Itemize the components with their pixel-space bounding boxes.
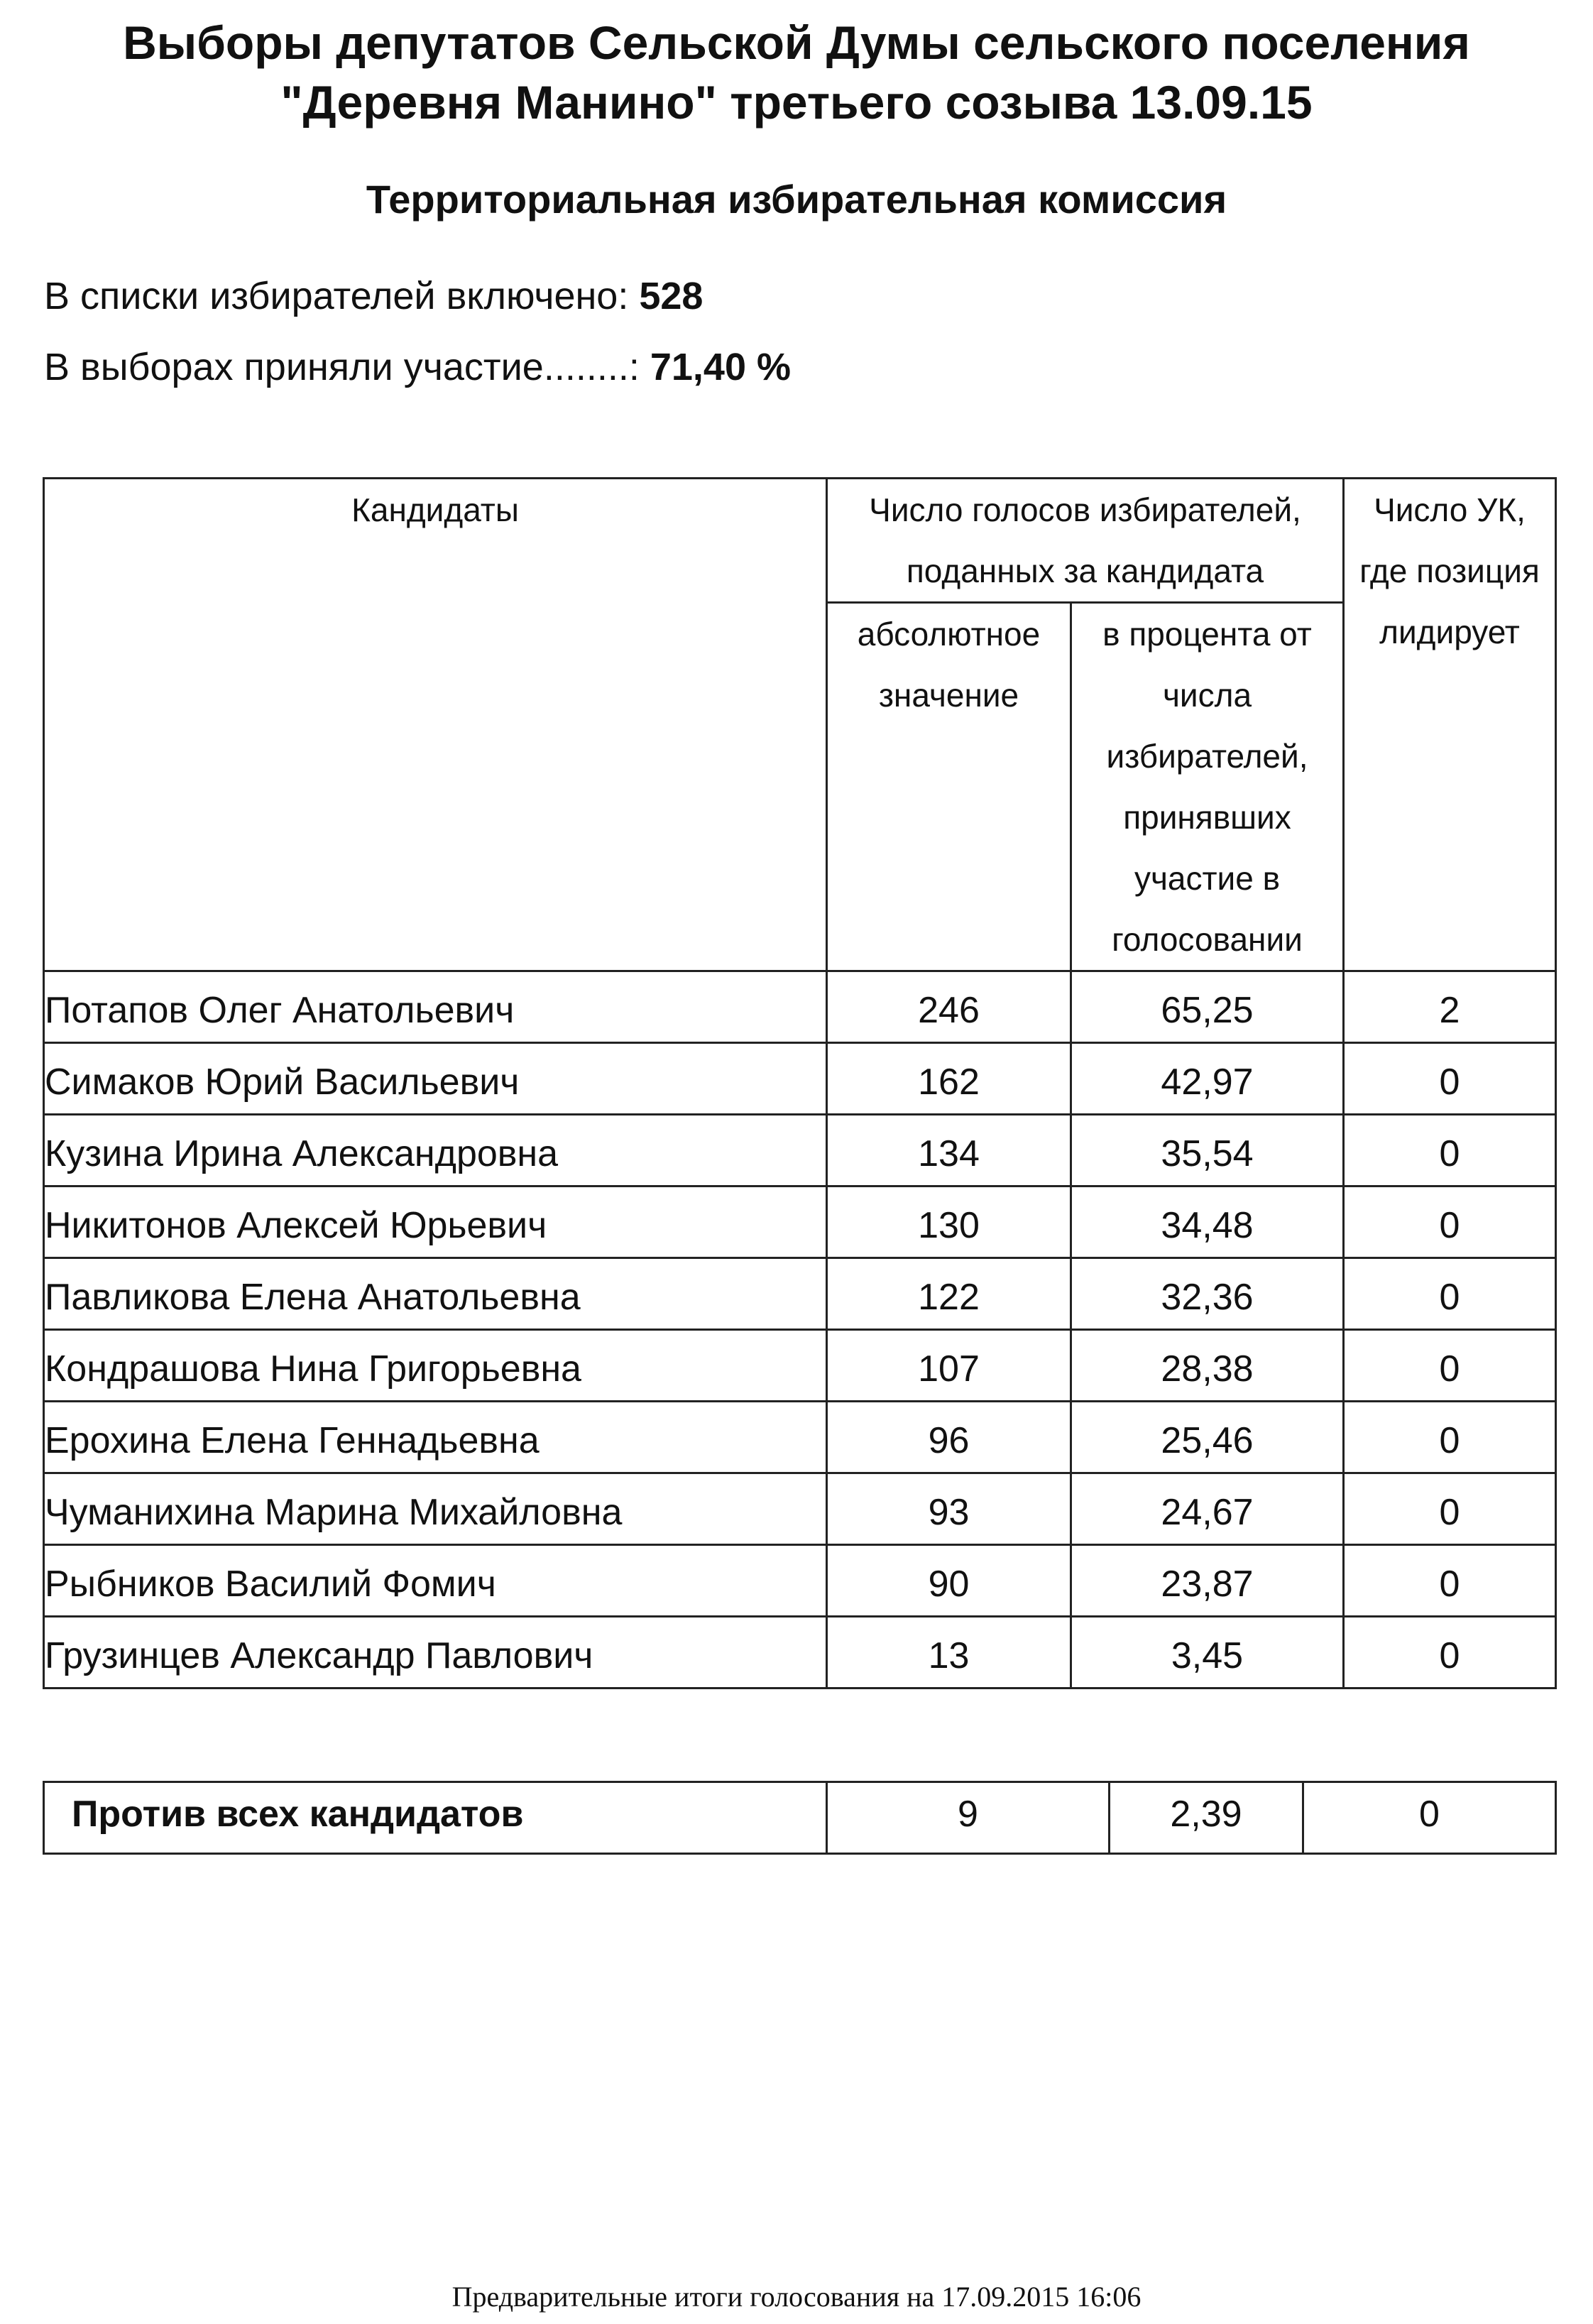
- candidate-votes: 107: [827, 1330, 1071, 1402]
- candidate-percent: 32,36: [1071, 1258, 1344, 1330]
- candidate-votes: 93: [827, 1473, 1071, 1545]
- header-percent: в процента от числа избирателей, принявших участие в голосовании: [1071, 603, 1344, 971]
- table-row: [44, 1473, 1556, 1545]
- candidate-name: Чуманихина Марина Михайловна: [44, 1473, 827, 1545]
- candidate-name: Рыбников Василий Фомич: [44, 1545, 827, 1617]
- candidate-percent: 42,97: [1071, 1043, 1344, 1115]
- against-all-table: [43, 1781, 1557, 1855]
- table-row: [44, 1402, 1556, 1473]
- candidate-uk-count: 0: [1344, 1617, 1556, 1689]
- candidate-uk-count: 0: [1344, 1330, 1556, 1402]
- candidate-uk-count: 0: [1344, 1115, 1556, 1186]
- header-absolute: абсолютное значение: [827, 603, 1071, 971]
- title-line-1: Выборы депутатов Сельской Думы сельского поселения: [123, 16, 1470, 69]
- candidate-percent: 23,87: [1071, 1545, 1344, 1617]
- turnout-line: [44, 342, 791, 392]
- voters-included-line: [44, 271, 703, 321]
- table-row: [44, 971, 1556, 1043]
- candidate-percent: 25,46: [1071, 1402, 1344, 1473]
- table-row: [44, 1330, 1556, 1402]
- candidate-uk-count: 0: [1344, 1545, 1556, 1617]
- title-line-2: "Деревня Манино" третьего созыва 13.09.15: [280, 76, 1313, 129]
- candidate-uk-count: 0: [1344, 1258, 1556, 1330]
- candidate-uk-count: 0: [1344, 1043, 1556, 1115]
- candidate-name: Павликова Елена Анатольевна: [44, 1258, 827, 1330]
- header-votes-group: Число голосов избирателей, поданных за кандидата: [827, 479, 1344, 603]
- candidate-uk-count: 0: [1344, 1402, 1556, 1473]
- against-all-row: [44, 1782, 1556, 1854]
- candidate-votes: 122: [827, 1258, 1071, 1330]
- candidate-percent: 3,45: [1071, 1617, 1344, 1689]
- candidate-uk-count: 0: [1344, 1473, 1556, 1545]
- candidate-name: Потапов Олег Анатольевич: [44, 971, 827, 1043]
- against-all-uk: 0: [1303, 1782, 1556, 1854]
- voters-included-value: 528: [639, 275, 704, 317]
- document-title: [0, 13, 1593, 132]
- results-table: [43, 477, 1557, 1689]
- candidate-name: Кондрашова Нина Григорьевна: [44, 1330, 827, 1402]
- candidate-name: Ерохина Елена Геннадьевна: [44, 1402, 827, 1473]
- candidate-votes: 246: [827, 971, 1071, 1043]
- table-row: [44, 1115, 1556, 1186]
- against-all-label: Против всех кандидатов: [44, 1782, 827, 1854]
- preliminary-results-footer: Предварительные итоги голосования на 17.09.2015 16:06: [451, 2281, 1142, 2313]
- candidate-votes: 90: [827, 1545, 1071, 1617]
- voters-included-label: В списки избирателей включено:: [44, 275, 640, 317]
- candidate-uk-count: 0: [1344, 1186, 1556, 1258]
- candidate-percent: 34,48: [1071, 1186, 1344, 1258]
- table-row: [44, 1043, 1556, 1115]
- candidate-votes: 13: [827, 1617, 1071, 1689]
- candidate-name: Грузинцев Александр Павлович: [44, 1617, 827, 1689]
- turnout-label: В выборах приняли участие........:: [44, 346, 650, 388]
- candidate-votes: 130: [827, 1186, 1071, 1258]
- turnout-value: 71,40 %: [650, 346, 792, 388]
- header-uk-count: Число УК, где позиция лидирует: [1344, 479, 1556, 971]
- candidate-percent: 24,67: [1071, 1473, 1344, 1545]
- results-body: [44, 971, 1556, 1689]
- candidate-uk-count: 2: [1344, 971, 1556, 1043]
- candidate-votes: 134: [827, 1115, 1071, 1186]
- table-row: [44, 1258, 1556, 1330]
- against-all-percent: 2,39: [1110, 1782, 1303, 1854]
- table-row: [44, 1545, 1556, 1617]
- table-row: [44, 1617, 1556, 1689]
- candidate-percent: 65,25: [1071, 971, 1344, 1043]
- against-all-votes: 9: [827, 1782, 1110, 1854]
- candidate-percent: 35,54: [1071, 1115, 1344, 1186]
- header-candidates: Кандидаты: [44, 479, 827, 971]
- table-row: [44, 1186, 1556, 1258]
- candidate-name: Никитонов Алексей Юрьевич: [44, 1186, 827, 1258]
- candidate-name: Симаков Юрий Васильевич: [44, 1043, 827, 1115]
- candidate-votes: 162: [827, 1043, 1071, 1115]
- candidate-percent: 28,38: [1071, 1330, 1344, 1402]
- candidate-votes: 96: [827, 1402, 1071, 1473]
- candidate-name: Кузина Ирина Александровна: [44, 1115, 827, 1186]
- commission-heading: Территориальная избирательная комиссия: [366, 177, 1227, 222]
